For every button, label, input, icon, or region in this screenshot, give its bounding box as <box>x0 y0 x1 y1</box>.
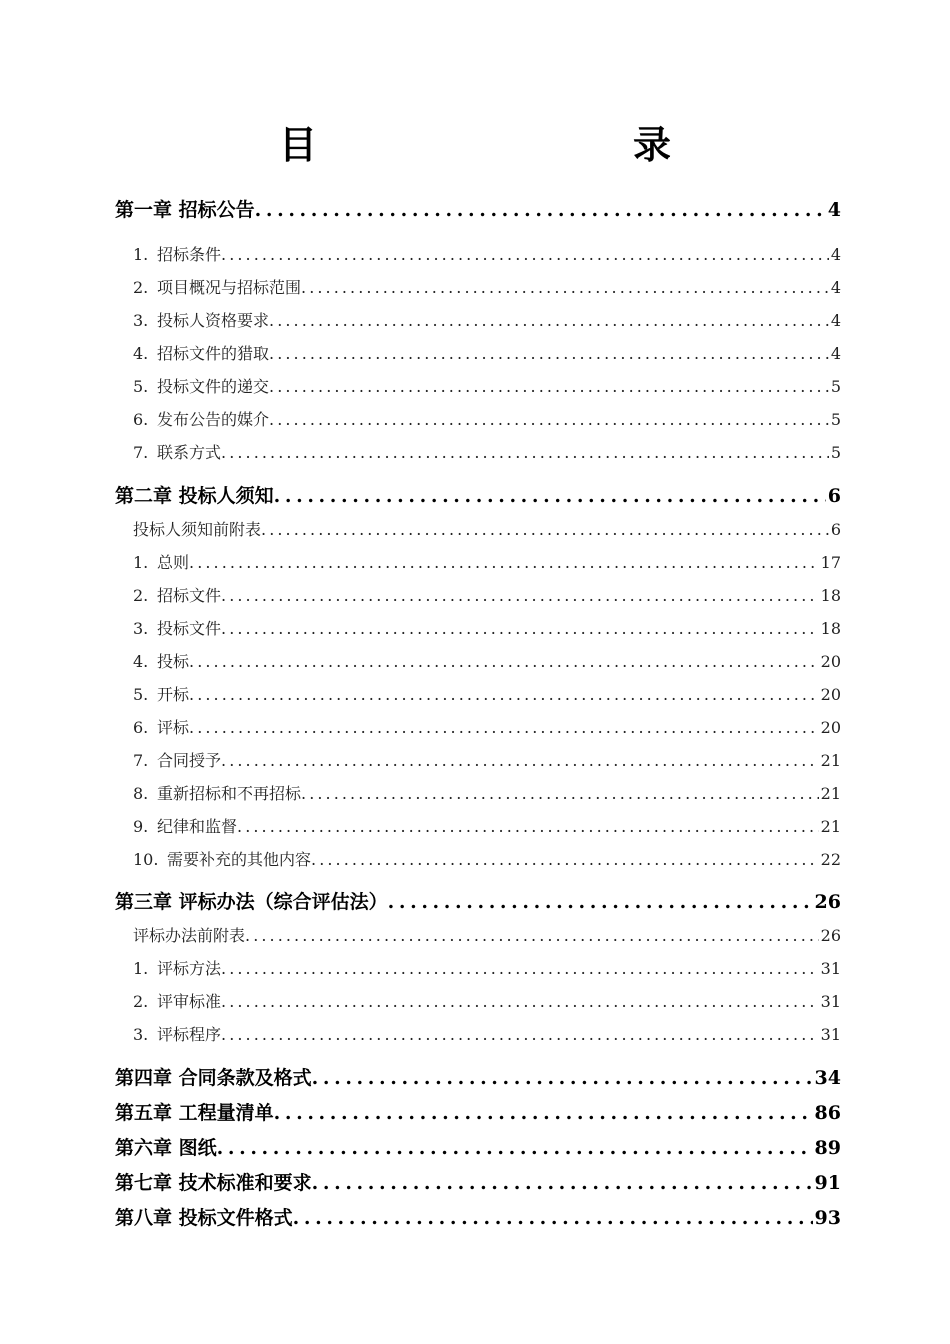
toc-entry-label <box>115 407 269 430</box>
toc-entry-label <box>115 887 388 914</box>
toc-section-entry[interactable] <box>115 308 841 332</box>
toc-leader-dots <box>261 520 829 539</box>
toc-page-number: 26 <box>814 891 841 913</box>
toc-page-number: 86 <box>814 1102 841 1124</box>
toc-section-entry[interactable] <box>115 341 841 365</box>
toc-section-entry[interactable] <box>115 583 841 607</box>
toc-entry-label <box>115 440 221 463</box>
toc-entry-text: 第八章 投标文件格式 <box>115 1207 293 1229</box>
toc-leader-dots <box>269 344 829 363</box>
toc-leader-dots <box>301 784 819 803</box>
toc-entry-number: 1. <box>133 245 149 264</box>
toc-page-number: 89 <box>814 1137 841 1159</box>
toc-leader-dots <box>221 443 829 462</box>
toc-leader-dots <box>312 1172 813 1194</box>
toc-entry-text: 合同授予 <box>157 751 222 770</box>
toc-page-number: 18 <box>820 619 841 638</box>
toc-entry-label <box>115 1022 221 1045</box>
toc-section-entry[interactable] <box>115 275 841 299</box>
toc-chapter-entry[interactable] <box>115 481 841 509</box>
toc-entry-label <box>115 517 261 540</box>
toc-entry-label <box>115 583 221 606</box>
toc-entry-label <box>115 781 301 804</box>
toc-entry-number: 2. <box>133 278 149 297</box>
toc-entry-number: 3. <box>133 619 149 638</box>
toc-leader-dots <box>269 377 829 396</box>
toc-leader-dots <box>189 652 819 671</box>
toc-section-entry[interactable] <box>115 1022 841 1046</box>
toc-page-number: 31 <box>820 992 841 1011</box>
toc-chapter-entry[interactable] <box>115 1098 841 1126</box>
toc-page-number: 4 <box>830 311 841 330</box>
toc-leader-dots <box>217 1137 813 1159</box>
toc-entry-label <box>115 195 255 222</box>
toc-chapter-entry[interactable] <box>115 195 841 223</box>
toc-page-number: 4 <box>830 278 841 297</box>
toc-page-number: 17 <box>820 553 841 572</box>
toc-leader-dots <box>189 718 819 737</box>
toc-entry-text: 第三章 评标办法（综合评估法） <box>115 891 388 913</box>
toc-entry-number: 5. <box>133 685 149 704</box>
toc-entry-text: 评标 <box>157 718 190 737</box>
toc-section-entry[interactable] <box>115 440 841 464</box>
toc-leader-dots <box>221 1025 819 1044</box>
toc-entry-number: 7. <box>133 443 149 462</box>
toc-page-number: 31 <box>820 959 841 978</box>
toc-entry-number: 4. <box>133 652 149 671</box>
toc-leader-dots <box>269 311 829 330</box>
toc-entry-label <box>115 847 311 870</box>
toc-page-number: 20 <box>820 652 841 671</box>
toc-entry-label <box>115 550 189 573</box>
toc-entry-text: 评标程序 <box>157 1025 222 1044</box>
toc-chapter-entry[interactable] <box>115 1063 841 1091</box>
toc-leader-dots <box>221 959 819 978</box>
toc-page-number: 34 <box>814 1067 841 1089</box>
toc-page-number: 4 <box>827 199 841 221</box>
toc-page-number: 93 <box>814 1207 841 1229</box>
toc-page-number: 6 <box>827 485 841 507</box>
toc-page-number: 26 <box>820 926 841 945</box>
toc-entry-label <box>115 682 189 705</box>
toc-page-number: 31 <box>820 1025 841 1044</box>
toc-section-entry[interactable] <box>115 682 841 706</box>
toc-leader-dots <box>293 1207 813 1229</box>
toc-entry-text: 投标文件的递交 <box>157 377 270 396</box>
toc-entry-label <box>115 481 274 508</box>
toc-leader-dots <box>311 850 819 869</box>
toc-leader-dots <box>388 891 813 913</box>
toc-entry-text: 第一章 招标公告 <box>115 199 255 221</box>
toc-leader-dots <box>221 586 819 605</box>
toc-leader-dots <box>255 199 826 221</box>
toc-entry-text: 联系方式 <box>157 443 222 462</box>
page-title: 目 录 <box>278 122 751 167</box>
toc-entry-label <box>115 341 269 364</box>
toc-entry-text: 投标 <box>157 652 190 671</box>
toc-entry-text: 招标文件的猎取 <box>157 344 270 363</box>
toc-entry-number: 4. <box>133 344 149 363</box>
toc-chapter-entry[interactable] <box>115 1133 841 1161</box>
toc-entry-number: 1. <box>133 959 149 978</box>
toc-leader-dots <box>189 685 819 704</box>
toc-page-number: 5 <box>830 443 841 462</box>
toc-entry-text: 评标方法 <box>157 959 222 978</box>
toc-page-number: 21 <box>820 751 841 770</box>
toc-page-number: 20 <box>820 685 841 704</box>
toc-entry-text: 投标人须知前附表 <box>133 520 262 539</box>
toc-entry-label <box>115 649 189 672</box>
toc-section-entry[interactable] <box>115 923 841 947</box>
toc-entry-number: 5. <box>133 377 149 396</box>
toc-leader-dots <box>237 817 819 836</box>
toc-entry-label <box>115 242 221 265</box>
toc-entry-text: 招标条件 <box>157 245 222 264</box>
toc-entry-number: 3. <box>133 311 149 330</box>
toc-entry-number: 8. <box>133 784 149 803</box>
toc-leader-dots <box>189 553 819 572</box>
toc-leader-dots <box>221 992 819 1011</box>
toc-page-number: 21 <box>820 784 841 803</box>
toc-entry-label <box>115 374 269 397</box>
toc-entry-text: 项目概况与招标范围 <box>157 278 302 297</box>
toc-section-entry[interactable] <box>115 517 841 541</box>
toc-page-number: 91 <box>814 1172 841 1194</box>
toc-section-entry[interactable] <box>115 748 841 772</box>
toc-page-number: 4 <box>830 245 841 264</box>
toc-section-entry[interactable] <box>115 616 841 640</box>
toc-chapter-entry[interactable] <box>115 887 841 915</box>
toc-entry-text: 第二章 投标人须知 <box>115 485 274 507</box>
toc-entry-label <box>115 956 221 979</box>
toc-entry-label <box>115 1098 274 1125</box>
toc-entry-label <box>115 715 189 738</box>
toc-entry-label <box>115 308 269 331</box>
toc-chapter-entry[interactable] <box>115 1203 841 1231</box>
toc-page-number: 5 <box>830 377 841 396</box>
toc-entry-label <box>115 923 245 946</box>
toc-entry-label <box>115 1063 312 1090</box>
toc-entry-number: 7. <box>133 751 149 770</box>
toc-leader-dots <box>245 926 819 945</box>
toc-entry-text: 纪律和监督 <box>157 817 238 836</box>
toc-entry-label <box>115 1133 217 1160</box>
toc-entry-text: 第七章 技术标准和要求 <box>115 1172 312 1194</box>
toc-entry-text: 总则 <box>157 553 190 572</box>
toc-entry-label <box>115 275 301 298</box>
toc-entry-label <box>115 814 237 837</box>
toc-leader-dots <box>274 1102 813 1124</box>
toc-page-number: 22 <box>820 850 841 869</box>
toc-page-number: 5 <box>830 410 841 429</box>
toc-page-number: 21 <box>820 817 841 836</box>
toc-section-entry[interactable] <box>115 989 841 1013</box>
toc-entry-text: 发布公告的媒介 <box>157 410 270 429</box>
toc-leader-dots <box>274 485 826 507</box>
toc-entry-number: 2. <box>133 992 149 1011</box>
toc-section-entry[interactable] <box>115 649 841 673</box>
toc-leader-dots <box>301 278 829 297</box>
toc-section-entry[interactable] <box>115 781 841 805</box>
toc-entry-number: 3. <box>133 1025 149 1044</box>
toc-entry-number: 2. <box>133 586 149 605</box>
toc-entry-text: 评审标准 <box>157 992 222 1011</box>
toc-entry-number: 6. <box>133 718 149 737</box>
toc-page-number: 18 <box>820 586 841 605</box>
toc-page-number: 6 <box>830 520 841 539</box>
toc-section-entry[interactable] <box>115 374 841 398</box>
toc-entry-text: 第五章 工程量清单 <box>115 1102 274 1124</box>
toc-page-number: 4 <box>830 344 841 363</box>
toc-entry-text: 投标文件 <box>157 619 222 638</box>
toc-entry-text: 第四章 合同条款及格式 <box>115 1067 312 1089</box>
toc-entry-label <box>115 1203 293 1230</box>
toc-leader-dots <box>221 245 829 264</box>
toc-entry-number: 1. <box>133 553 149 572</box>
toc-entry-text: 评标办法前附表 <box>133 926 246 945</box>
toc-entry-number: 9. <box>133 817 149 836</box>
toc-entry-text: 投标人资格要求 <box>157 311 270 330</box>
toc-entry-label <box>115 748 221 771</box>
toc-entry-text: 开标 <box>157 685 190 704</box>
toc-section-entry[interactable] <box>115 847 841 871</box>
toc-leader-dots <box>312 1067 813 1089</box>
toc-entry-label <box>115 616 221 639</box>
toc-entry-text: 重新招标和不再招标 <box>157 784 302 803</box>
toc-entry-number: 10. <box>133 850 159 869</box>
toc-leader-dots <box>221 751 819 770</box>
toc-entry-label <box>115 1168 312 1195</box>
toc-entry-text: 需要补充的其他内容 <box>167 850 312 869</box>
toc-section-entry[interactable] <box>115 814 841 838</box>
toc-section-entry[interactable] <box>115 550 841 574</box>
toc-entry-label <box>115 989 221 1012</box>
toc-section-entry[interactable] <box>115 956 841 980</box>
toc-entry-text: 招标文件 <box>157 586 222 605</box>
toc-section-entry[interactable] <box>115 715 841 739</box>
toc-section-entry[interactable] <box>115 242 841 266</box>
toc-leader-dots <box>221 619 819 638</box>
toc-chapter-entry[interactable] <box>115 1168 841 1196</box>
toc-entry-number: 6. <box>133 410 149 429</box>
toc-leader-dots <box>269 410 829 429</box>
toc-entry-text: 第六章 图纸 <box>115 1137 217 1159</box>
toc-page-number: 20 <box>820 718 841 737</box>
toc-section-entry[interactable] <box>115 407 841 431</box>
